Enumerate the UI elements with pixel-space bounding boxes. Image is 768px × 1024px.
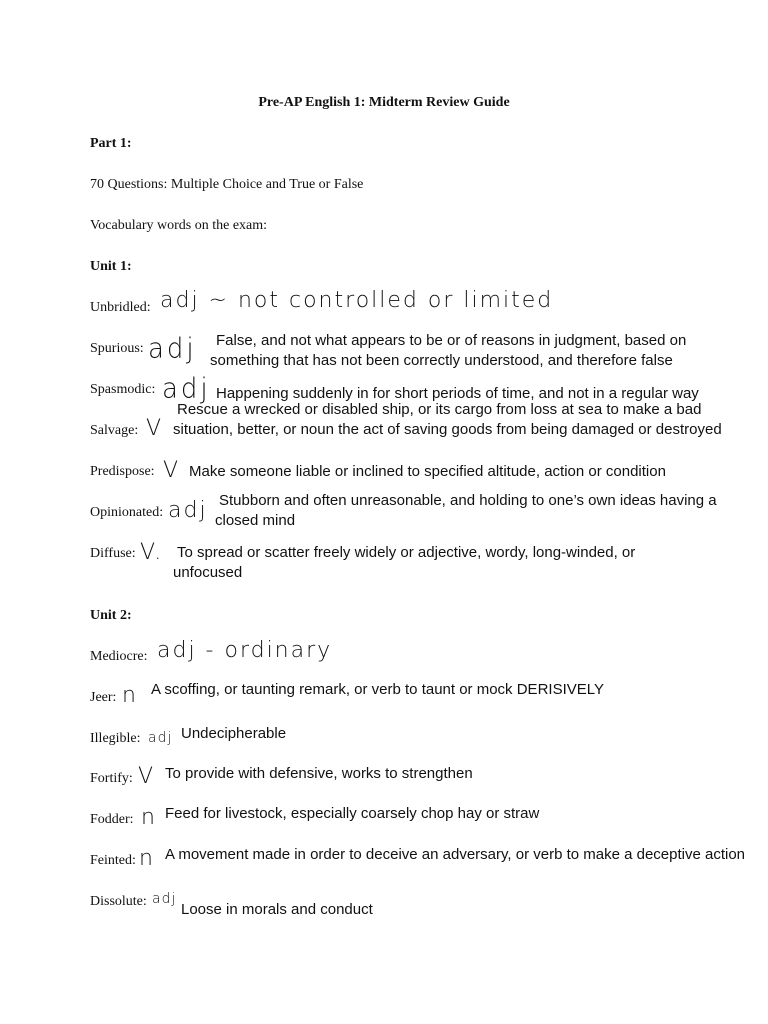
unit2-heading: Unit 2: (90, 608, 132, 623)
handwritten-note: adj (152, 891, 177, 907)
vocab-definition: A movement made in order to deceive an adversary, or verb to make a deceptive action (165, 846, 746, 863)
vocab-term: Salvage: (90, 423, 139, 438)
vocab-definition: Undecipherable (181, 725, 287, 742)
vocab-term: Diffuse: (90, 546, 136, 561)
handwritten-note: n (122, 683, 138, 708)
handwritten-note: V (138, 764, 156, 789)
vocab-term: Spasmodic: (90, 382, 156, 397)
exam-format: 70 Questions: Multiple Choice and True or False (90, 177, 364, 192)
vocab-intro: Vocabulary words on the exam: (90, 218, 268, 233)
vocab-term: Unbridled: (90, 300, 151, 315)
handwritten-note: adj ~ not controlled or limited (160, 288, 554, 313)
vocab-definition: To provide with defensive, works to strengthen (165, 765, 473, 782)
vocab-definition: Make someone liable or inclined to specified altitude, action or condition (189, 463, 666, 480)
handwritten-note: adj - ordinary (157, 638, 333, 663)
vocab-definition: Loose in morals and conduct (181, 901, 373, 918)
vocab-term: Fortify: (90, 771, 133, 786)
vocab-definition: To spread or scatter freely widely or adjective, wordy, long-winded, or unfocused (173, 544, 636, 581)
vocab-term: Feinted: (90, 853, 136, 868)
part1-heading: Part 1: (90, 136, 132, 151)
vocab-definition: Rescue a wrecked or disabled ship, or its cargo from loss at sea to make a bad situation, better, or noun the act of saving goods from being damaged or destroyed (173, 401, 722, 438)
vocab-term: Illegible: (90, 731, 141, 746)
handwritten-note: V. (140, 540, 164, 565)
vocab-term: Dissolute: (90, 894, 147, 909)
vocab-term: Mediocre: (90, 649, 148, 664)
vocab-term: Predispose: (90, 464, 155, 479)
handwritten-note: adj (148, 730, 173, 746)
vocab-definition: Feed for livestock, especially coarsely chop hay or straw (165, 805, 540, 822)
handwritten-note: n (141, 805, 157, 830)
handwritten-note: adj (162, 373, 211, 405)
handwritten-note: adj (148, 333, 197, 365)
handwritten-note: n (139, 846, 155, 871)
vocab-definition: Stubborn and often unreasonable, and holding to one’s own ideas having a closed mind (215, 492, 717, 529)
vocab-definition: A scoffing, or taunting remark, or verb to taunt or mock DERISIVELY (151, 681, 604, 698)
vocab-term: Spurious: (90, 341, 144, 356)
document-title: Pre-AP English 1: Midterm Review Guide (258, 95, 510, 110)
vocab-definition: False, and not what appears to be or of reasons in judgment, based on something that has not been correctly understood, and therefore false (210, 332, 687, 369)
unit1-heading: Unit 1: (90, 259, 132, 274)
handwritten-note: V (163, 458, 181, 483)
handwritten-note: V (146, 416, 164, 441)
handwritten-note: adj (168, 498, 208, 523)
vocab-term: Fodder: (90, 812, 134, 827)
vocab-term: Opinionated: (90, 505, 164, 520)
vocab-term: Jeer: (90, 690, 117, 705)
vocab-definition: Happening suddenly in for short periods of time, and not in a regular way (216, 385, 699, 402)
